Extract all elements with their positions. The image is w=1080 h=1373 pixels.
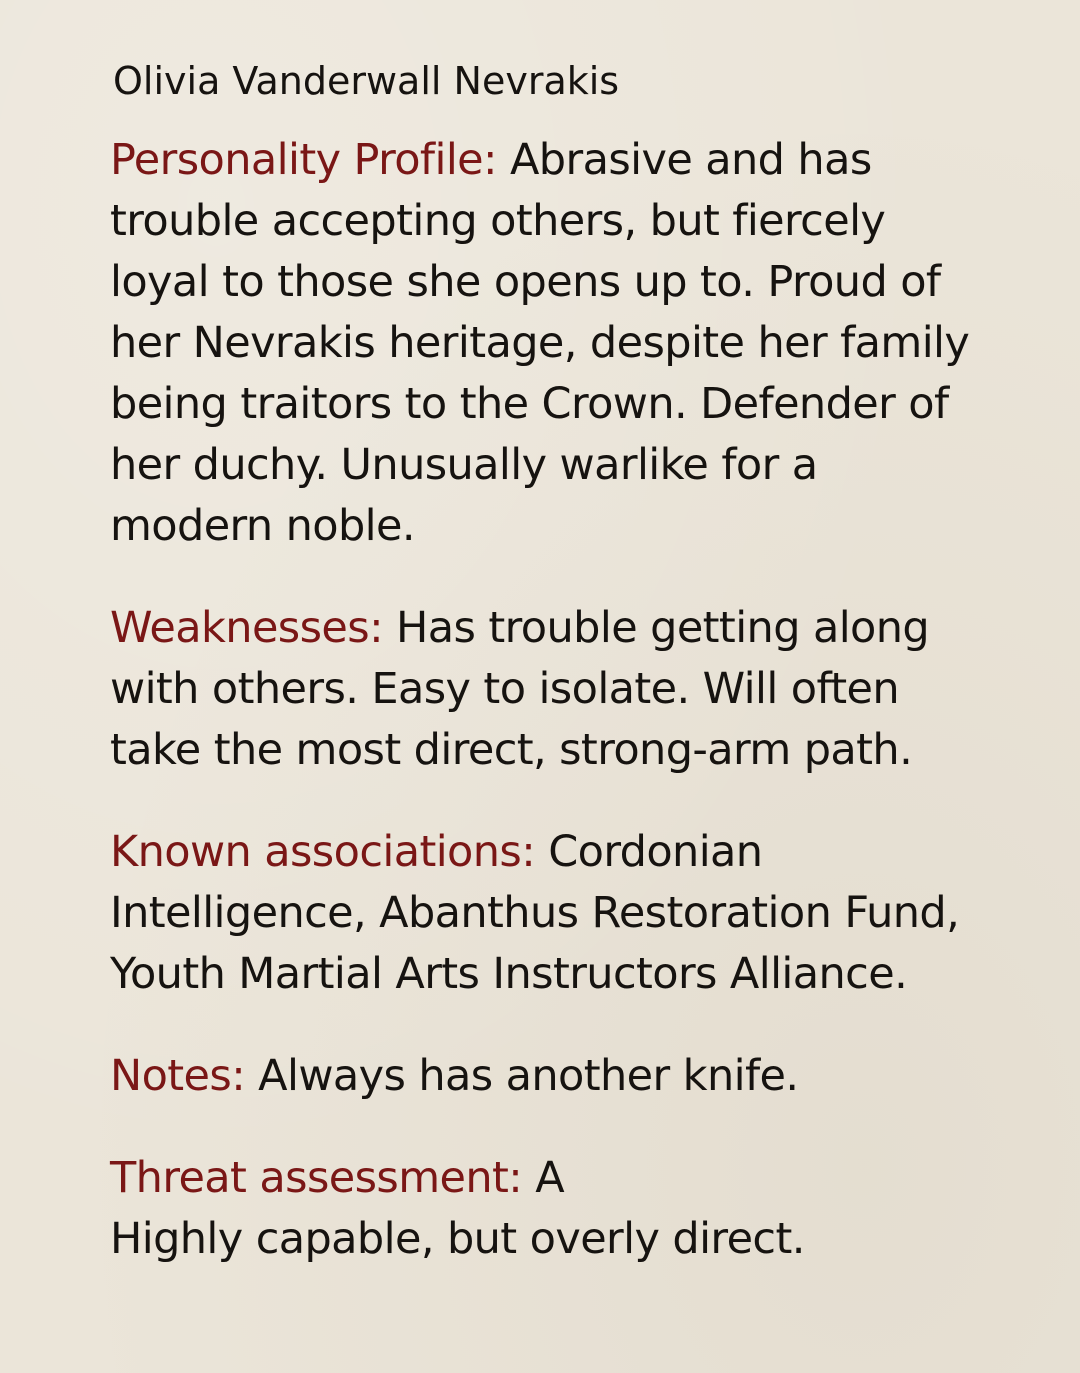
personality-profile-label: Personality Profile: (110, 135, 497, 185)
page-title: Olivia Vanderwall Nevrakis (113, 59, 620, 103)
weaknesses-section (110, 598, 970, 781)
notes-section (110, 1046, 970, 1107)
dossier-content (110, 130, 970, 1270)
notes-label: Notes: (110, 1051, 246, 1101)
notes-text: Always has another knife. (258, 1051, 799, 1101)
personality-profile-text: Abrasive and has trouble accepting others, but fiercely loyal to those she opens up to. Proud of her Nevrakis heritage, despite her family being traitors to the Crown. Defender of her duchy. Unusually warlike for a modern noble. (110, 135, 970, 551)
threat-assessment-section (110, 1148, 970, 1270)
threat-assessment-text: Highly capable, but overly direct. (110, 1214, 805, 1264)
weaknesses-label: Weaknesses: (110, 603, 383, 653)
weaknesses-text: Has trouble getting along with others. Easy to isolate. Will often take the most direct, strong-arm path. (110, 603, 930, 775)
threat-assessment-label: Threat assessment: (110, 1153, 523, 1203)
known-associations-text: Cordonian Intelligence, Abanthus Restoration Fund, Youth Martial Arts Instructors Alliance. (110, 827, 960, 999)
known-associations-label: Known associations: (110, 827, 536, 877)
threat-rating: A (535, 1153, 565, 1203)
personality-profile-section (110, 130, 970, 557)
known-associations-section (110, 822, 970, 1005)
